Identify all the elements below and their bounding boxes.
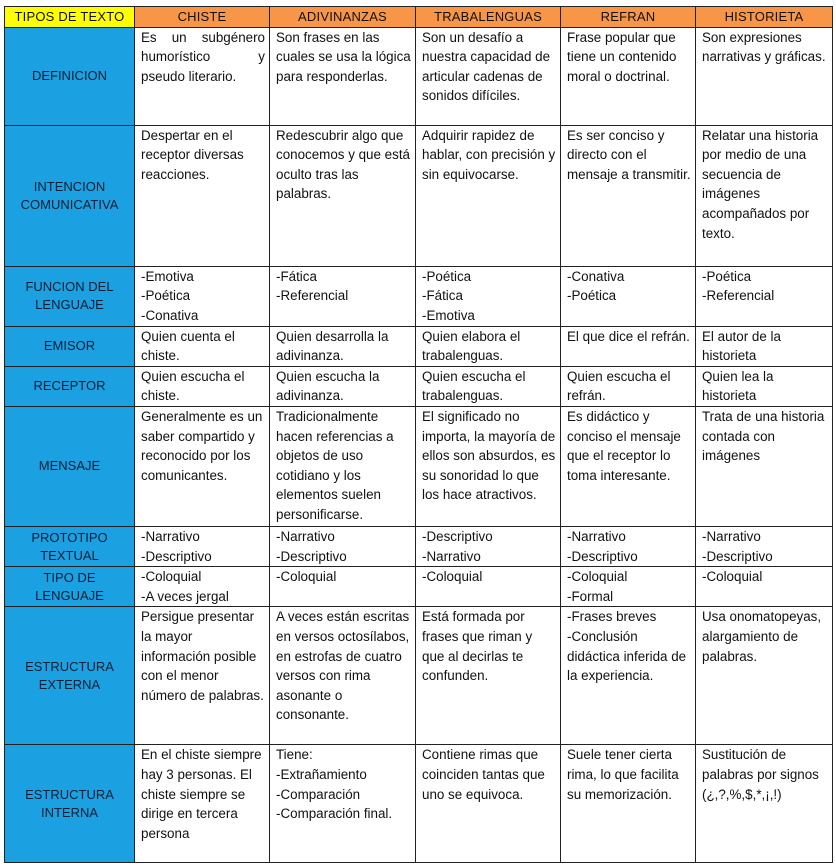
table-row	[5, 567, 833, 607]
cell-text: Quien lea la historieta	[702, 368, 774, 404]
cell-text: -Descriptivo	[567, 548, 638, 564]
column-header-trabalenguas: TRABALENGUAS	[416, 7, 561, 28]
cell-text: -Descriptivo	[276, 548, 347, 564]
table-cell	[561, 607, 696, 745]
table-row	[5, 27, 833, 125]
row-header-label: PROTOTIPO	[31, 529, 108, 545]
cell-text: -Coloquial	[702, 569, 763, 585]
table-cell	[561, 567, 696, 607]
table-cell	[270, 326, 416, 366]
table-cell	[416, 326, 561, 366]
table-cell	[561, 406, 696, 526]
cell-text: Frase popular que tiene un contenido moral o doctrinal.	[567, 29, 677, 84]
cell-text: -Poética	[567, 288, 617, 304]
row-header-label: FUNCION DEL	[25, 279, 114, 295]
table-cell	[696, 266, 833, 326]
cell-text: Adquirir rapidez de hablar, con precisión y sin equivocarse.	[422, 127, 556, 182]
row-header	[5, 125, 135, 266]
cell-text: Persigue presentar la mayor información posible con el menor número de palabras.	[141, 609, 264, 703]
table-row	[5, 607, 833, 745]
table-cell	[135, 745, 270, 863]
table-cell	[135, 526, 270, 566]
table-row	[5, 125, 833, 266]
cell-text: -Coloquial	[567, 569, 628, 585]
row-header-label: INTENCION	[33, 178, 106, 194]
cell-text: -Fática	[422, 288, 463, 304]
cell-text: El que dice el refrán.	[567, 328, 690, 344]
column-header-refran: REFRAN	[561, 7, 696, 28]
table-cell	[696, 526, 833, 566]
column-header-historieta: HISTORIETA	[696, 7, 833, 28]
cell-text: Quien elabora el trabalenguas.	[422, 328, 521, 364]
cell-text: El autor de la historieta	[702, 328, 781, 364]
row-header	[5, 27, 135, 125]
cell-text: -Fática	[276, 268, 317, 284]
cell-text: -Formal	[567, 588, 614, 604]
cell-text: -A veces jergal	[141, 588, 229, 604]
cell-text: -Comparación	[276, 786, 361, 802]
cell-text: -Referencial	[276, 288, 349, 304]
cell-text: Está formada por frases que riman y que al decirlas te confunden.	[422, 609, 533, 684]
table-cell	[270, 406, 416, 526]
row-header-label: LENGUAJE	[35, 297, 104, 313]
cell-text: Relatar una historia por medio de una secuencia de imágenes acompañados por texto.	[702, 127, 819, 241]
table-cell	[561, 27, 696, 125]
header-row	[5, 7, 833, 28]
cell-text: Redescubrir algo que conocemos y que está oculto tras las palabras.	[276, 127, 410, 202]
table-cell	[696, 125, 833, 266]
table-cell	[561, 125, 696, 266]
row-header-label: RECEPTOR	[33, 378, 106, 394]
row-header-label: MENSAJE	[38, 458, 101, 474]
cell-text: Despertar en el receptor diversas reacciones.	[141, 127, 244, 182]
row-header-label: EXTERNA	[38, 676, 101, 692]
cell-text: Quien escucha la adivinanza.	[276, 368, 380, 404]
table-cell	[696, 567, 833, 607]
cell-text: Trata de una historia contada con imágenes	[702, 408, 825, 464]
cell-text: -Coloquial	[422, 569, 483, 585]
table-cell	[416, 366, 561, 406]
text-types-table	[4, 6, 833, 863]
cell-text: Tiene:	[276, 747, 313, 763]
table-cell	[696, 745, 833, 863]
cell-text: Tradicionalmente hacen referencias a objetos de uso cotidiano y los elementos suelen personificarse.	[276, 408, 394, 522]
table-cell	[561, 526, 696, 566]
cell-text: -Conclusión didáctica inferida de la experiencia.	[567, 628, 687, 684]
row-header	[5, 607, 135, 745]
table-cell	[135, 125, 270, 266]
table-cell	[696, 607, 833, 745]
cell-text: -Coloquial	[141, 569, 202, 585]
cell-text: -Emotiva	[422, 307, 475, 323]
cell-text: -Narrativo	[141, 528, 200, 544]
cell-text: -Conativa	[567, 268, 625, 284]
row-header-label: TIPO DE	[43, 569, 96, 585]
row-header	[5, 526, 135, 566]
cell-text: Quien escucha el chiste.	[141, 368, 245, 404]
cell-text: -Coloquial	[276, 569, 337, 585]
header-corner: TIPOS DE TEXTO	[5, 7, 135, 28]
table-cell	[135, 366, 270, 406]
table-cell	[416, 406, 561, 526]
cell-text: -Comparación final.	[276, 806, 393, 822]
cell-text: -Conativa	[141, 307, 199, 323]
cell-text: Es ser conciso y directo con el mensaje a transmitir.	[567, 127, 691, 182]
cell-text: -Descriptivo	[702, 548, 773, 564]
table-cell	[270, 567, 416, 607]
table-cell	[696, 326, 833, 366]
cell-text: A veces están escritas en versos octosílabos, en estrofas de cuatro versos con rima asonante o consonante.	[276, 609, 410, 723]
table-cell	[270, 27, 416, 125]
table-cell	[416, 27, 561, 125]
table-cell	[270, 266, 416, 326]
cell-text: -Descriptivo	[422, 528, 493, 544]
table-cell	[416, 567, 561, 607]
table-cell	[270, 607, 416, 745]
table-cell	[696, 27, 833, 125]
cell-text: Quien escucha el refrán.	[567, 368, 671, 404]
table-cell	[416, 607, 561, 745]
cell-text: Usa onomatopeyas, alargamiento de palabras.	[702, 609, 822, 664]
table-cell	[135, 266, 270, 326]
table-row	[5, 326, 833, 366]
row-header	[5, 266, 135, 326]
cell-text: Es didáctico y conciso el mensaje que el receptor lo toma interesante.	[567, 408, 681, 483]
cell-text: -Emotiva	[141, 268, 194, 284]
row-header	[5, 406, 135, 526]
table-cell	[416, 266, 561, 326]
column-header-chiste: CHISTE	[135, 7, 270, 28]
cell-text: Contiene rimas que coinciden tantas que uno se equivoca.	[422, 747, 545, 802]
table-row	[5, 366, 833, 406]
table-row	[5, 526, 833, 566]
table-cell	[561, 266, 696, 326]
table-cell	[416, 745, 561, 863]
table-cell	[135, 567, 270, 607]
table-cell	[270, 366, 416, 406]
cell-text: -Poética	[422, 268, 472, 284]
row-header-label: COMUNICATIVA	[20, 196, 119, 212]
table-cell	[416, 125, 561, 266]
table-cell	[135, 607, 270, 745]
table-cell	[270, 745, 416, 863]
cell-text: -Extrañamiento	[276, 766, 367, 782]
table-cell	[561, 366, 696, 406]
row-header-label: ESTRUCTURA	[25, 658, 114, 674]
table-row	[5, 266, 833, 326]
table-cell	[270, 125, 416, 266]
cell-text: Quien cuenta el chiste.	[141, 328, 235, 364]
row-header	[5, 366, 135, 406]
cell-text: Generalmente es un saber compartido y reconocido por los comunicantes.	[141, 408, 263, 483]
table-cell	[135, 406, 270, 526]
table-cell	[135, 326, 270, 366]
cell-text: Sustitución de palabras por signos (¿,?,%,$,*,¡,!)	[702, 747, 819, 802]
row-header-label: TEXTUAL	[40, 547, 99, 563]
cell-text: Son expresiones narrativas y gráficas.	[702, 29, 826, 65]
cell-text: Suele tener cierta rima, lo que facilita su memorización.	[567, 747, 679, 802]
cell-text: Quien desarrolla la adivinanza.	[276, 328, 389, 364]
row-header-label: INTERNA	[40, 804, 99, 820]
table-cell	[561, 326, 696, 366]
table-cell	[561, 745, 696, 863]
cell-text: En el chiste siempre hay 3 personas. El chiste siempre se dirige en tercera persona	[141, 747, 262, 841]
row-header-label: LENGUAJE	[35, 587, 104, 603]
row-header-label: EMISOR	[43, 338, 96, 354]
cell-text: -Poética	[702, 268, 752, 284]
column-header-adivinanzas: ADIVINANZAS	[270, 7, 416, 28]
cell-text: Es un subgénero humorístico y pseudo literario.	[141, 29, 265, 84]
row-header	[5, 567, 135, 607]
cell-text: Son un desafío a nuestra capacidad de articular cadenas de sonidos difíciles.	[422, 29, 551, 104]
cell-text: Quien escucha el trabalenguas.	[422, 368, 526, 404]
table-cell	[270, 526, 416, 566]
table-cell	[696, 366, 833, 406]
cell-text: -Referencial	[702, 288, 775, 304]
cell-text: -Narrativo	[276, 528, 335, 544]
row-header	[5, 326, 135, 366]
table-row	[5, 745, 833, 863]
cell-text: -Narrativo	[702, 528, 761, 544]
cell-text: -Descriptivo	[141, 548, 212, 564]
cell-text: -Frases breves	[567, 609, 657, 625]
row-header	[5, 745, 135, 863]
table-row	[5, 406, 833, 526]
cell-text: El significado no importa, la mayoría de ellos son absurdos, es su sonoridad lo que los hace atractivos.	[422, 408, 556, 503]
table-cell	[696, 406, 833, 526]
row-header-label: DEFINICION	[31, 68, 108, 84]
table-cell	[416, 526, 561, 566]
cell-text: Son frases en las cuales se usa la lógica para responderlas.	[276, 29, 411, 84]
row-header-label: ESTRUCTURA	[25, 786, 114, 802]
cell-text: -Poética	[141, 288, 191, 304]
cell-text: -Narrativo	[422, 548, 481, 564]
table-cell	[135, 27, 270, 125]
cell-text: -Narrativo	[567, 528, 626, 544]
